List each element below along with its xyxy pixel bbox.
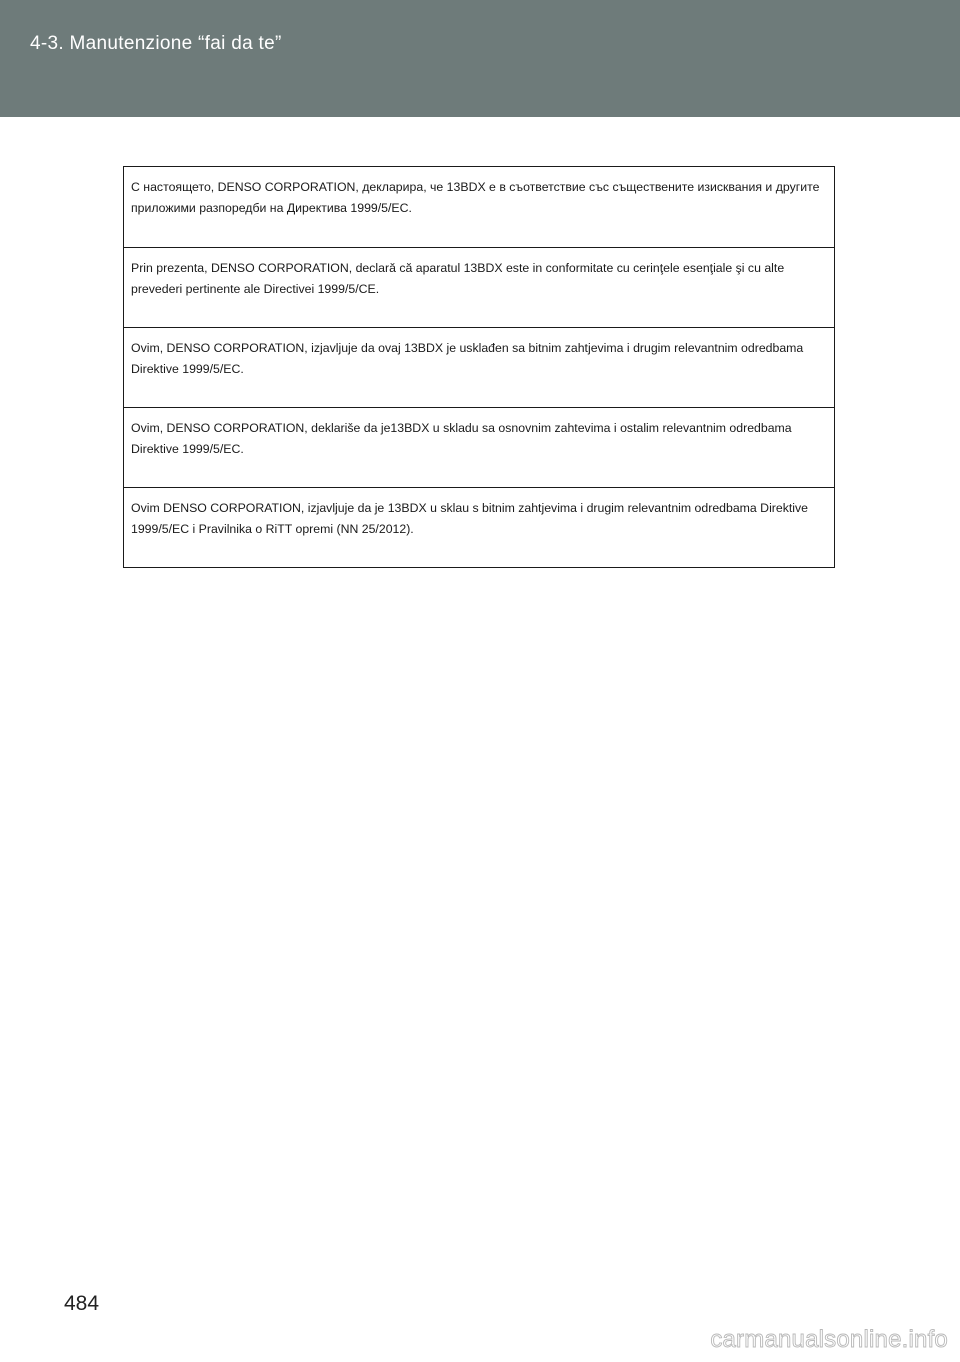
declaration-row-serbian bbox=[124, 407, 834, 487]
page-number: 484 bbox=[64, 1292, 100, 1315]
declaration-text: Ovim, DENSO CORPORATION, deklariše da je13BDX u skladu sa osnovnim zahtevima i ostalim relevantnim odredbama Direktive 1999/5/EC. bbox=[131, 421, 792, 456]
declaration-text: Ovim DENSO CORPORATION, izjavljuje da je 13BDX u sklau s bitnim zahtjevima i drugim relevantnim odredbama Direktive 1999/5/EC i Pravilnika o RiTT opremi (NN 25/2012). bbox=[131, 501, 809, 536]
watermark: carmanualsonline.info bbox=[710, 1326, 948, 1353]
declaration-row-croatian bbox=[124, 487, 834, 567]
declaration-text: С настоящето, DENSO CORPORATION, декларира, че 13BDX е в съответствие със съществените изисквания и другите приложими разпоредби на Директива 1999/5/ЕС. bbox=[131, 180, 820, 215]
declaration-text: Prin prezenta, DENSO CORPORATION, declară că aparatul 13BDX este in conformitate cu cerinţele esenţiale şi cu alte prevederi pertinente ale Directivei 1999/5/CE. bbox=[131, 261, 785, 296]
section-title: 4-3. Manutenzione “fai da te” bbox=[30, 33, 282, 54]
declaration-table bbox=[123, 166, 835, 568]
declaration-row-bosnian bbox=[124, 327, 834, 407]
section-header bbox=[0, 0, 960, 117]
declaration-row-romanian bbox=[124, 247, 834, 327]
declaration-row-bulgarian bbox=[124, 167, 834, 247]
declaration-text: Ovim, DENSO CORPORATION, izjavljuje da ovaj 13BDX je usklađen sa bitnim zahtjevima i drugim relevantnim odredbama Direktive 1999/5/EC. bbox=[131, 341, 804, 376]
